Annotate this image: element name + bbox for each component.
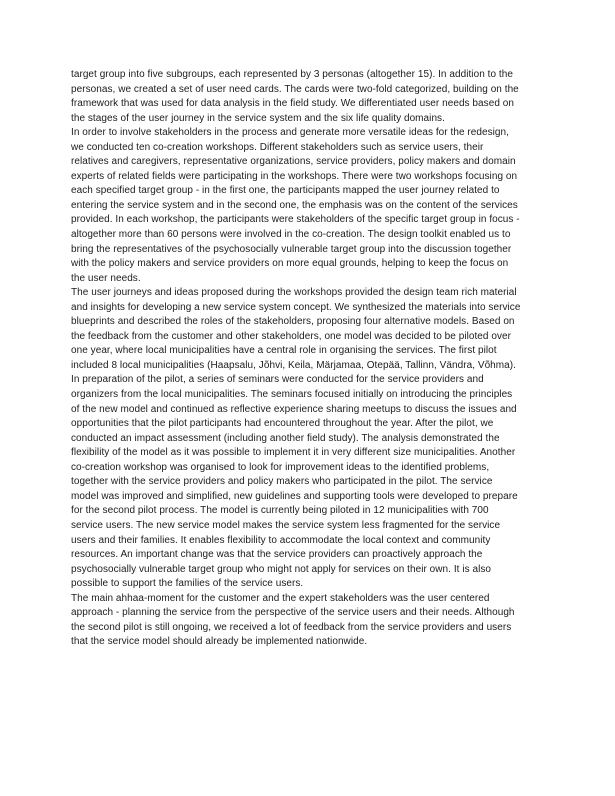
text-line: service users. The new service model makes the service system less fragmented for the service <box>71 519 501 531</box>
text-line: organizers from the local municipalities. The seminars focused initially on introducing the principles <box>71 389 513 401</box>
text-line: the user needs. <box>71 272 141 284</box>
paragraph <box>71 286 549 591</box>
text-line: one year, where local municipalities have a central role in organising the services. The first pilot <box>71 345 497 357</box>
document-body <box>71 68 549 650</box>
text-line: together with the service providers and policy makers who participated in the pilot. The service <box>71 476 493 488</box>
text-line: provided. In each workshop, the participants were stakeholders of the specific target group in focus - <box>71 214 520 226</box>
text-line: each specified target group - in the first one, the participants mapped the user journey related to <box>71 185 500 197</box>
text-line: relatives and caregivers, representative organizations, service providers, policy makers and domain <box>71 156 516 168</box>
text-line: The user journeys and ideas proposed during the workshops provided the design team rich material <box>71 287 517 299</box>
text-line: resources. An important change was that the service providers can proactively approach the <box>71 549 483 561</box>
text-line: personas, we created a set of user need cards. The cards were two-fold categorized, building on the <box>71 83 519 95</box>
text-line: we conducted ten co-creation workshops. Different stakeholders such as service users, their <box>71 141 484 153</box>
text-line: opportunities that the pilot participants had encountered throughout the year. After the pilot, we <box>71 418 494 430</box>
text-line: flexibility of the model as it was possible to implement it in very different size municipalities. Another <box>71 447 516 459</box>
text-line: framework that was used for data analysis in the field study. We differentiated user needs based on <box>71 98 514 110</box>
text-line: experts of related fields were participating in the workshops. There were two workshops focusing on <box>71 170 518 182</box>
text-line: approach - planning the service from the perspective of the service users and their needs. Although <box>71 607 515 619</box>
text-line: model was improved and simplified, new guidelines and supporting tools were developed to prepare <box>71 490 518 502</box>
text-line: for the second pilot process. The model is currently being piloted in 12 municipalities with 700 <box>71 505 489 517</box>
text-line: target group into five subgroups, each represented by 3 personas (altogether 15). In addition to the <box>71 69 513 80</box>
text-line: that the service model should already be implemented nationwide. <box>71 636 368 648</box>
text-line: altogether more than 60 persons were involved in the co-creation. The design toolkit enabled us to <box>71 229 511 241</box>
text-line: possible to support the families of the service users. <box>71 578 304 590</box>
text-line: In order to involve stakeholders in the process and generate more versatile ideas for the redesign, <box>71 127 509 139</box>
text-line: In preparation of the pilot, a series of seminars were conducted for the service providers and <box>71 374 484 386</box>
text-line: and insights for developing a new service system concept. We synthesized the materials into service <box>71 301 521 313</box>
text-line: The main ahhaa-moment for the customer and the expert stakeholders was the user centered <box>71 592 490 604</box>
text-line: conducted an impact assessment (including another field study). The analysis demonstrated the <box>71 432 500 444</box>
paragraph <box>71 126 549 286</box>
paragraph <box>71 68 549 126</box>
text-line: of the new model and continued as reflective experience sharing meetups to discuss the issues and <box>71 403 517 415</box>
paragraph <box>71 592 549 650</box>
text-line: entering the service system and in the second one, the emphasis was on the content of the services <box>71 199 518 211</box>
text-line: users and their families. It enables flexibility to accommodate the local context and community <box>71 534 491 546</box>
text-line: the feedback from the customer and other stakeholders, one model was decided to be piloted over <box>71 330 512 342</box>
text-line: bring the representatives of the psychosocially vulnerable target group into the discussion together <box>71 243 512 255</box>
text-line: with the policy makers and service providers on more equal grounds, helping to keep the focus on <box>71 258 509 270</box>
text-line: co-creation workshop was organised to look for improvement ideas to the identified problems, <box>71 461 490 473</box>
text-line: the second pilot is still ongoing, we received a lot of feedback from the service providers and users <box>71 621 512 633</box>
text-line: psychosocially vulnerable target group who might not apply for services on their own. It is also <box>71 563 492 575</box>
text-line: the stages of the user journey in the service system and the six life quality domains. <box>71 112 445 124</box>
text-line: included 8 local municipalities (Haapsalu, Jõhvi, Keila, Märjamaa, Otepää, Tallinn, Vändra, Võhma). <box>71 359 516 371</box>
text-line: blueprints and described the roles of the stakeholders, proposing four alternative models. Based on <box>71 316 515 328</box>
